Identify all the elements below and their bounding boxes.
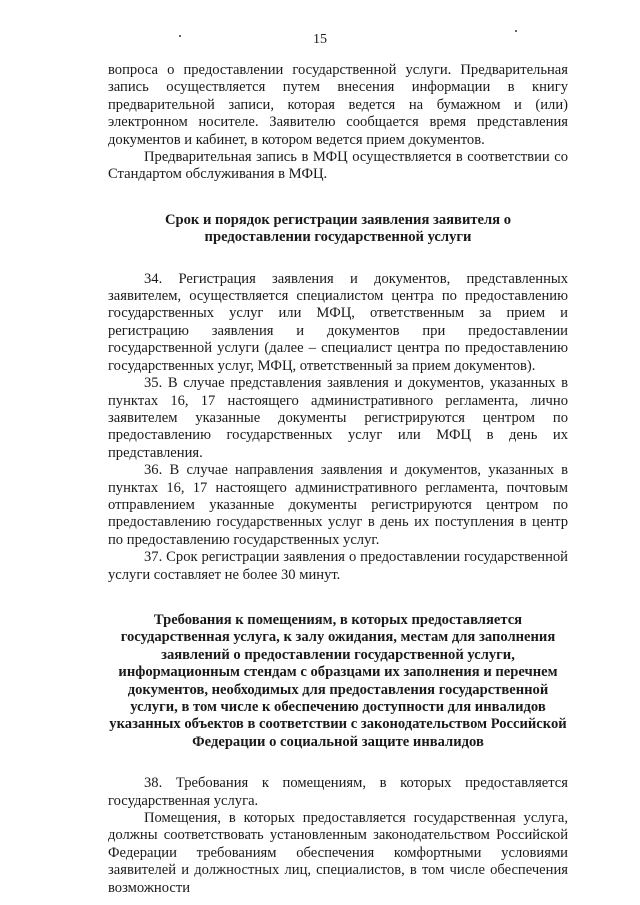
section-heading-premises: Требования к помещениям, в которых предоставляется государственная услуга, к залу ожидания, местам для заполнения заявлений о предоставлении государственной услуги, информационным стендам с образцами их заполнения и перечнем документов, необходимых для предоставления государственной услуги, в том числе к обеспечению доступности для инвалидов указанных объектов в соответствии с законодательством Российской Федерации о социальной защите инвалидов [109,611,567,750]
document-body [108,62,568,897]
paragraph-34: 34. Регистрация заявления и документов, представленных заявителем, осуществляется специалистом центра по предоставлению государственных услуг или МФЦ, ответственным за прием и регистрацию заявления и документов при предоставлении государственной услуги (далее – специалист центра по предоставлению государственных услуг, МФЦ, ответственный за прием документов). [108,270,568,374]
page-number: 15 [313,32,327,47]
paragraph-37: 37. Срок регистрации заявления о предоставлении государственной услуги составляет не более 30 минут. [108,549,568,583]
paragraph-continued: вопроса о предоставлении государственной услуги. Предварительная запись осуществляется путем внесения информации в книгу предварительной записи, которая ведется на бумажном и (или) электронном носителе. Заявителю сообщается время представления документов и кабинет, в котором ведется прием документов. [108,62,568,148]
section-heading-registration: Срок и порядок регистрации заявления заявителя о предоставлении государственной услуги [164,211,512,246]
paragraph-38: 38. Требования к помещениям, в которых предоставляется государственная услуга. [108,775,568,809]
paragraph-35: 35. В случае представления заявления и документов, указанных в пунктах 16, 17 настоящего административного регламента, лично заявителем указанные документы регистрируются центром по предоставлению государственных услуг или МФЦ в день их представления. [108,375,568,461]
paragraph-36: 36. В случае направления заявления и документов, указанных в пунктах 16, 17 настоящего административного регламента, почтовым отправлением указанные документы регистрируются центром по предоставлению государственных услуг в день их поступления в центр по предоставлению государственных услуг. [108,462,568,548]
paragraph-mfc-prerecord: Предварительная запись в МФЦ осуществляется в соответствии со Стандартом обслуживания в МФЦ. [108,149,568,183]
paragraph-premises: Помещения, в которых предоставляется государственная услуга, должны соответствовать установленным законодательством Российской Федерации требованиям обеспечения комфортными условиями заявителей и должностных лиц, специалистов, в том числе обеспечения возможности [108,810,568,896]
